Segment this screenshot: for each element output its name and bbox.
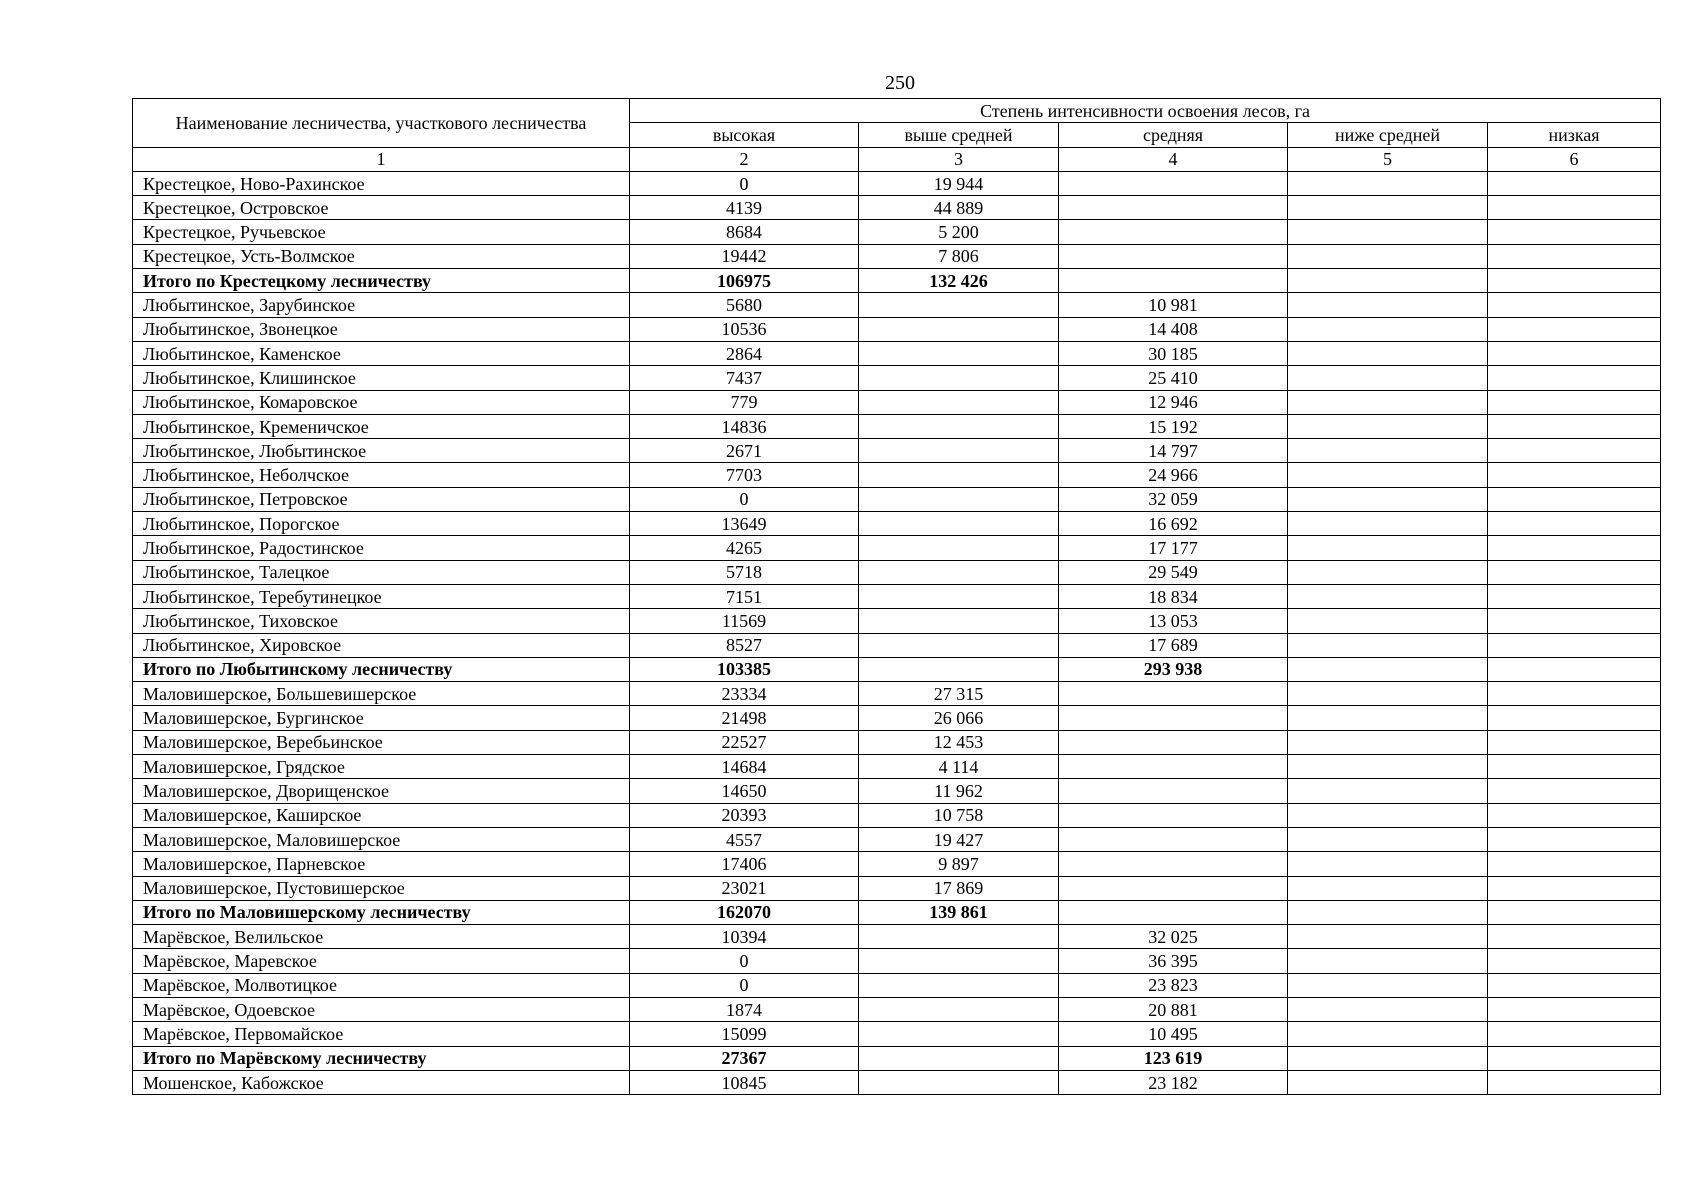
row-name-cell: Мошенское, Кабожское	[133, 1070, 630, 1094]
column-number: 4	[1059, 147, 1288, 171]
column-number: 2	[630, 147, 859, 171]
medium-cell	[1059, 803, 1288, 827]
above-medium-cell: 4 114	[859, 755, 1059, 779]
low-cell	[1488, 997, 1661, 1021]
medium-cell	[1059, 730, 1288, 754]
above-medium-cell	[859, 293, 1059, 317]
medium-cell: 12 946	[1059, 390, 1288, 414]
table-row	[133, 317, 1661, 341]
high-cell: 106975	[630, 269, 859, 293]
medium-cell: 14 797	[1059, 439, 1288, 463]
below-medium-cell	[1288, 341, 1488, 365]
table-row	[133, 487, 1661, 511]
medium-cell	[1059, 779, 1288, 803]
table-row	[133, 827, 1661, 851]
above-medium-cell	[859, 560, 1059, 584]
header-intensity-group: Степень интенсивности освоения лесов, га	[630, 99, 1661, 123]
page-number: 250	[885, 72, 915, 94]
low-cell	[1488, 1022, 1661, 1046]
below-medium-cell	[1288, 463, 1488, 487]
row-name-cell: Любытинское, Каменское	[133, 341, 630, 365]
row-name-cell: Любытинское, Теребутинецкое	[133, 584, 630, 608]
high-cell: 14650	[630, 779, 859, 803]
low-cell	[1488, 560, 1661, 584]
row-name-cell: Маловишерское, Большевишерское	[133, 682, 630, 706]
high-cell: 1874	[630, 997, 859, 1021]
above-medium-cell	[859, 584, 1059, 608]
above-medium-cell: 26 066	[859, 706, 1059, 730]
row-name-cell: Марёвское, Молвотицкое	[133, 973, 630, 997]
table-total-row	[133, 900, 1661, 924]
high-cell: 5680	[630, 293, 859, 317]
row-name-cell: Маловишерское, Пустовишерское	[133, 876, 630, 900]
above-medium-cell	[859, 997, 1059, 1021]
below-medium-cell	[1288, 852, 1488, 876]
low-cell	[1488, 973, 1661, 997]
below-medium-cell	[1288, 803, 1488, 827]
medium-cell: 20 881	[1059, 997, 1288, 1021]
above-medium-cell: 139 861	[859, 900, 1059, 924]
medium-cell	[1059, 269, 1288, 293]
below-medium-cell	[1288, 949, 1488, 973]
forest-intensity-table	[132, 98, 1661, 1095]
high-cell: 23021	[630, 876, 859, 900]
medium-cell: 18 834	[1059, 584, 1288, 608]
row-name-cell: Марёвское, Велильское	[133, 925, 630, 949]
above-medium-cell: 19 427	[859, 827, 1059, 851]
medium-cell: 23 823	[1059, 973, 1288, 997]
above-medium-cell: 9 897	[859, 852, 1059, 876]
below-medium-cell	[1288, 633, 1488, 657]
low-cell	[1488, 341, 1661, 365]
low-cell	[1488, 682, 1661, 706]
above-medium-cell	[859, 536, 1059, 560]
table-row	[133, 439, 1661, 463]
table-total-row	[133, 1046, 1661, 1070]
medium-cell	[1059, 900, 1288, 924]
table-row	[133, 1022, 1661, 1046]
medium-cell: 16 692	[1059, 512, 1288, 536]
row-name-cell: Любытинское, Неболчское	[133, 463, 630, 487]
table-row	[133, 682, 1661, 706]
table-row	[133, 997, 1661, 1021]
low-cell	[1488, 609, 1661, 633]
row-name-cell: Маловишерское, Дворищенское	[133, 779, 630, 803]
medium-cell	[1059, 196, 1288, 220]
high-cell: 4557	[630, 827, 859, 851]
below-medium-cell	[1288, 900, 1488, 924]
medium-cell: 23 182	[1059, 1070, 1288, 1094]
low-cell	[1488, 269, 1661, 293]
high-cell: 8684	[630, 220, 859, 244]
row-name-cell: Любытинское, Кременичское	[133, 414, 630, 438]
header-low: низкая	[1488, 123, 1661, 147]
medium-cell	[1059, 852, 1288, 876]
row-name-cell: Маловишерское, Каширское	[133, 803, 630, 827]
header-name-column: Наименование лесничества, участкового лесничества	[133, 99, 630, 148]
low-cell	[1488, 876, 1661, 900]
below-medium-cell	[1288, 706, 1488, 730]
high-cell: 2864	[630, 341, 859, 365]
above-medium-cell	[859, 1070, 1059, 1094]
below-medium-cell	[1288, 536, 1488, 560]
below-medium-cell	[1288, 827, 1488, 851]
table-row	[133, 560, 1661, 584]
below-medium-cell	[1288, 755, 1488, 779]
medium-cell	[1059, 706, 1288, 730]
high-cell: 4139	[630, 196, 859, 220]
below-medium-cell	[1288, 779, 1488, 803]
below-medium-cell	[1288, 220, 1488, 244]
medium-cell	[1059, 876, 1288, 900]
row-name-cell: Марёвское, Одоевское	[133, 997, 630, 1021]
row-name-cell: Крестецкое, Ручьевское	[133, 220, 630, 244]
above-medium-cell	[859, 1022, 1059, 1046]
above-medium-cell: 132 426	[859, 269, 1059, 293]
above-medium-cell	[859, 512, 1059, 536]
high-cell: 10394	[630, 925, 859, 949]
medium-cell	[1059, 244, 1288, 268]
below-medium-cell	[1288, 269, 1488, 293]
table-row	[133, 973, 1661, 997]
high-cell: 2671	[630, 439, 859, 463]
table-row	[133, 196, 1661, 220]
table-row	[133, 852, 1661, 876]
high-cell: 7437	[630, 366, 859, 390]
row-name-cell: Любытинское, Талецкое	[133, 560, 630, 584]
table-row	[133, 463, 1661, 487]
column-number: 5	[1288, 147, 1488, 171]
low-cell	[1488, 827, 1661, 851]
medium-cell	[1059, 682, 1288, 706]
above-medium-cell: 17 869	[859, 876, 1059, 900]
above-medium-cell: 7 806	[859, 244, 1059, 268]
table-row	[133, 1070, 1661, 1094]
low-cell	[1488, 779, 1661, 803]
low-cell	[1488, 900, 1661, 924]
below-medium-cell	[1288, 682, 1488, 706]
high-cell: 17406	[630, 852, 859, 876]
header-above-medium: выше средней	[859, 123, 1059, 147]
medium-cell: 32 059	[1059, 487, 1288, 511]
high-cell: 20393	[630, 803, 859, 827]
low-cell	[1488, 584, 1661, 608]
table-row	[133, 755, 1661, 779]
above-medium-cell: 19 944	[859, 171, 1059, 195]
below-medium-cell	[1288, 609, 1488, 633]
low-cell	[1488, 487, 1661, 511]
medium-cell: 10 981	[1059, 293, 1288, 317]
below-medium-cell	[1288, 1022, 1488, 1046]
table-row	[133, 244, 1661, 268]
above-medium-cell: 44 889	[859, 196, 1059, 220]
high-cell: 103385	[630, 657, 859, 681]
row-name-cell: Любытинское, Клишинское	[133, 366, 630, 390]
above-medium-cell	[859, 609, 1059, 633]
table-row	[133, 584, 1661, 608]
below-medium-cell	[1288, 560, 1488, 584]
column-number: 6	[1488, 147, 1661, 171]
high-cell: 15099	[630, 1022, 859, 1046]
high-cell: 13649	[630, 512, 859, 536]
row-name-cell: Марёвское, Первомайское	[133, 1022, 630, 1046]
table-row	[133, 779, 1661, 803]
row-name-cell: Любытинское, Порогское	[133, 512, 630, 536]
table-row	[133, 390, 1661, 414]
low-cell	[1488, 1070, 1661, 1094]
row-name-cell: Маловишерское, Грядское	[133, 755, 630, 779]
high-cell: 0	[630, 171, 859, 195]
row-name-cell: Любытинское, Хировское	[133, 633, 630, 657]
row-name-cell: Маловишерское, Веребьинское	[133, 730, 630, 754]
row-name-cell: Любытинское, Петровское	[133, 487, 630, 511]
low-cell	[1488, 196, 1661, 220]
medium-cell: 17 689	[1059, 633, 1288, 657]
table-row	[133, 171, 1661, 195]
medium-cell: 10 495	[1059, 1022, 1288, 1046]
row-name-cell: Итого по Крестецкому лесничеству	[133, 269, 630, 293]
below-medium-cell	[1288, 876, 1488, 900]
low-cell	[1488, 171, 1661, 195]
below-medium-cell	[1288, 366, 1488, 390]
table-row	[133, 536, 1661, 560]
column-number: 1	[133, 147, 630, 171]
header-below-medium: ниже средней	[1288, 123, 1488, 147]
above-medium-cell	[859, 366, 1059, 390]
high-cell: 21498	[630, 706, 859, 730]
medium-cell	[1059, 827, 1288, 851]
above-medium-cell	[859, 949, 1059, 973]
table-row	[133, 949, 1661, 973]
medium-cell: 32 025	[1059, 925, 1288, 949]
row-name-cell: Любытинское, Тиховское	[133, 609, 630, 633]
low-cell	[1488, 730, 1661, 754]
below-medium-cell	[1288, 925, 1488, 949]
medium-cell	[1059, 220, 1288, 244]
row-name-cell: Любытинское, Комаровское	[133, 390, 630, 414]
above-medium-cell: 27 315	[859, 682, 1059, 706]
row-name-cell: Итого по Марёвскому лесничеству	[133, 1046, 630, 1070]
below-medium-cell	[1288, 196, 1488, 220]
low-cell	[1488, 366, 1661, 390]
above-medium-cell: 5 200	[859, 220, 1059, 244]
high-cell: 0	[630, 949, 859, 973]
table-row	[133, 730, 1661, 754]
medium-cell	[1059, 171, 1288, 195]
below-medium-cell	[1288, 512, 1488, 536]
table-row	[133, 706, 1661, 730]
table-row	[133, 609, 1661, 633]
table-row	[133, 414, 1661, 438]
low-cell	[1488, 244, 1661, 268]
above-medium-cell	[859, 633, 1059, 657]
high-cell: 27367	[630, 1046, 859, 1070]
table-row	[133, 803, 1661, 827]
header-high: высокая	[630, 123, 859, 147]
high-cell: 7151	[630, 584, 859, 608]
high-cell: 5718	[630, 560, 859, 584]
above-medium-cell: 10 758	[859, 803, 1059, 827]
high-cell: 8527	[630, 633, 859, 657]
below-medium-cell	[1288, 997, 1488, 1021]
medium-cell: 25 410	[1059, 366, 1288, 390]
header-medium: средняя	[1059, 123, 1288, 147]
low-cell	[1488, 512, 1661, 536]
table-row	[133, 366, 1661, 390]
row-name-cell: Любытинское, Радостинское	[133, 536, 630, 560]
above-medium-cell: 11 962	[859, 779, 1059, 803]
row-name-cell: Итого по Любытинскому лесничеству	[133, 657, 630, 681]
high-cell: 14836	[630, 414, 859, 438]
low-cell	[1488, 657, 1661, 681]
below-medium-cell	[1288, 584, 1488, 608]
low-cell	[1488, 633, 1661, 657]
medium-cell: 14 408	[1059, 317, 1288, 341]
medium-cell: 123 619	[1059, 1046, 1288, 1070]
table-row	[133, 341, 1661, 365]
table-body	[133, 171, 1661, 1094]
row-name-cell: Марёвское, Маревское	[133, 949, 630, 973]
table-row	[133, 293, 1661, 317]
row-name-cell: Любытинское, Любытинское	[133, 439, 630, 463]
low-cell	[1488, 852, 1661, 876]
high-cell: 23334	[630, 682, 859, 706]
below-medium-cell	[1288, 244, 1488, 268]
table-row	[133, 220, 1661, 244]
below-medium-cell	[1288, 973, 1488, 997]
table-total-row	[133, 657, 1661, 681]
low-cell	[1488, 439, 1661, 463]
above-medium-cell	[859, 341, 1059, 365]
above-medium-cell	[859, 414, 1059, 438]
low-cell	[1488, 220, 1661, 244]
row-name-cell: Маловишерское, Маловишерское	[133, 827, 630, 851]
high-cell: 4265	[630, 536, 859, 560]
medium-cell: 29 549	[1059, 560, 1288, 584]
above-medium-cell	[859, 317, 1059, 341]
below-medium-cell	[1288, 730, 1488, 754]
medium-cell: 17 177	[1059, 536, 1288, 560]
table-row	[133, 876, 1661, 900]
medium-cell: 36 395	[1059, 949, 1288, 973]
medium-cell: 13 053	[1059, 609, 1288, 633]
above-medium-cell: 12 453	[859, 730, 1059, 754]
above-medium-cell	[859, 439, 1059, 463]
table-row	[133, 925, 1661, 949]
low-cell	[1488, 706, 1661, 730]
below-medium-cell	[1288, 414, 1488, 438]
below-medium-cell	[1288, 171, 1488, 195]
row-name-cell: Итого по Маловишерскому лесничеству	[133, 900, 630, 924]
high-cell: 0	[630, 487, 859, 511]
above-medium-cell	[859, 390, 1059, 414]
below-medium-cell	[1288, 317, 1488, 341]
column-numbering-row	[133, 147, 1661, 171]
row-name-cell: Крестецкое, Ново-Рахинское	[133, 171, 630, 195]
high-cell: 22527	[630, 730, 859, 754]
below-medium-cell	[1288, 487, 1488, 511]
high-cell: 0	[630, 973, 859, 997]
low-cell	[1488, 390, 1661, 414]
high-cell: 162070	[630, 900, 859, 924]
table-total-row	[133, 269, 1661, 293]
above-medium-cell	[859, 1046, 1059, 1070]
table-row	[133, 512, 1661, 536]
row-name-cell: Любытинское, Звонецкое	[133, 317, 630, 341]
below-medium-cell	[1288, 439, 1488, 463]
high-cell: 14684	[630, 755, 859, 779]
table-row	[133, 633, 1661, 657]
row-name-cell: Любытинское, Зарубинское	[133, 293, 630, 317]
medium-cell	[1059, 755, 1288, 779]
medium-cell: 24 966	[1059, 463, 1288, 487]
above-medium-cell	[859, 487, 1059, 511]
low-cell	[1488, 463, 1661, 487]
low-cell	[1488, 536, 1661, 560]
below-medium-cell	[1288, 1046, 1488, 1070]
below-medium-cell	[1288, 1070, 1488, 1094]
above-medium-cell	[859, 973, 1059, 997]
below-medium-cell	[1288, 657, 1488, 681]
below-medium-cell	[1288, 293, 1488, 317]
low-cell	[1488, 414, 1661, 438]
high-cell: 10536	[630, 317, 859, 341]
medium-cell: 30 185	[1059, 341, 1288, 365]
medium-cell: 15 192	[1059, 414, 1288, 438]
low-cell	[1488, 925, 1661, 949]
above-medium-cell	[859, 925, 1059, 949]
above-medium-cell	[859, 657, 1059, 681]
column-number: 3	[859, 147, 1059, 171]
row-name-cell: Маловишерское, Бургинское	[133, 706, 630, 730]
row-name-cell: Крестецкое, Островское	[133, 196, 630, 220]
high-cell: 10845	[630, 1070, 859, 1094]
medium-cell: 293 938	[1059, 657, 1288, 681]
high-cell: 7703	[630, 463, 859, 487]
below-medium-cell	[1288, 390, 1488, 414]
low-cell	[1488, 949, 1661, 973]
row-name-cell: Маловишерское, Парневское	[133, 852, 630, 876]
low-cell	[1488, 317, 1661, 341]
row-name-cell: Крестецкое, Усть-Волмское	[133, 244, 630, 268]
low-cell	[1488, 803, 1661, 827]
low-cell	[1488, 293, 1661, 317]
above-medium-cell	[859, 463, 1059, 487]
high-cell: 19442	[630, 244, 859, 268]
low-cell	[1488, 755, 1661, 779]
high-cell: 779	[630, 390, 859, 414]
low-cell	[1488, 1046, 1661, 1070]
high-cell: 11569	[630, 609, 859, 633]
